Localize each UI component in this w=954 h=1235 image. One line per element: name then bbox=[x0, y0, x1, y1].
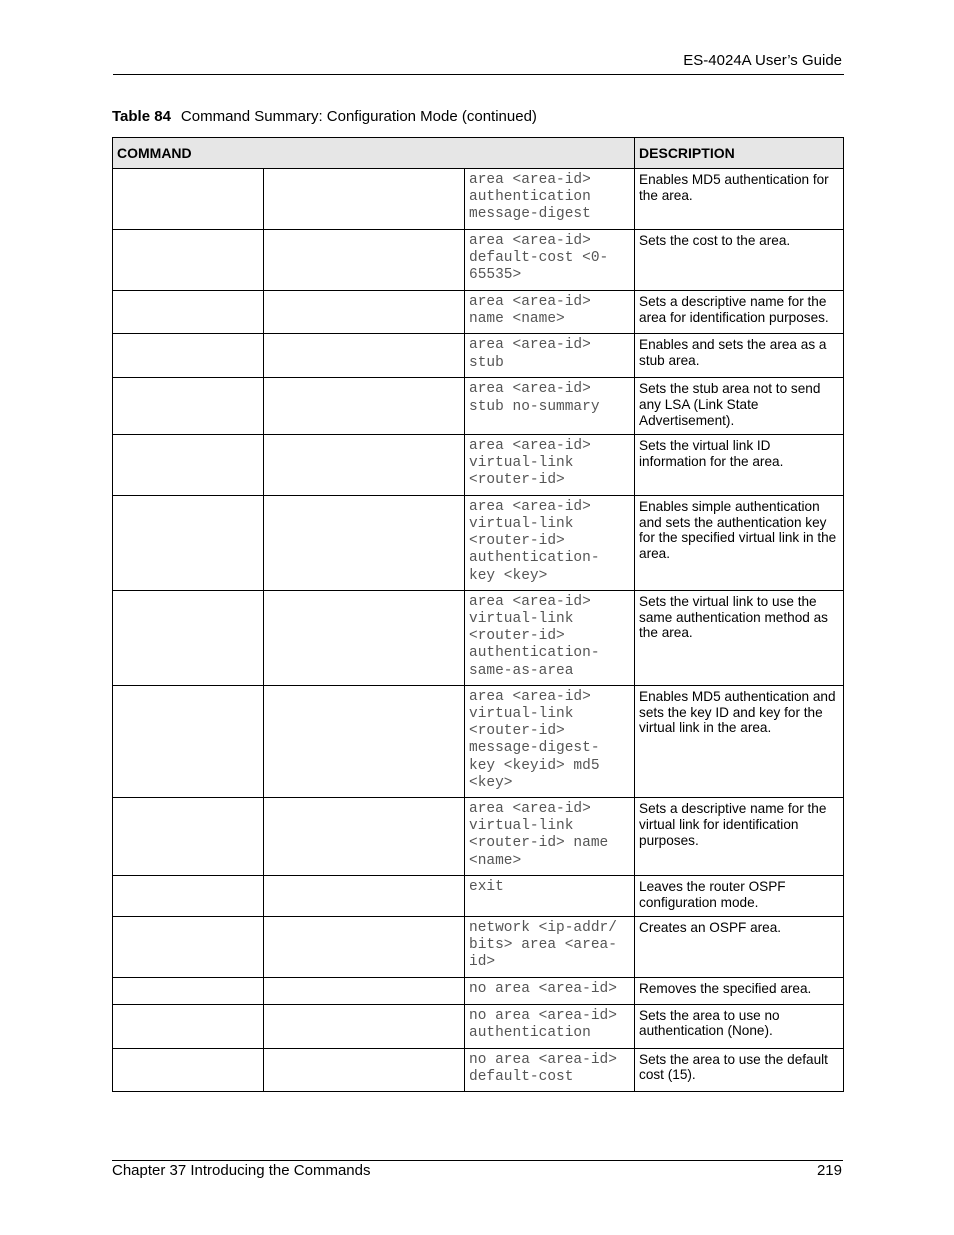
description-cell: Sets the area to use no authentication (None). bbox=[635, 1004, 844, 1048]
empty-cell bbox=[264, 590, 465, 685]
description-column-header: DESCRIPTION bbox=[635, 138, 844, 169]
empty-cell bbox=[113, 977, 264, 1004]
command-summary-table bbox=[112, 137, 844, 1092]
empty-cell bbox=[264, 977, 465, 1004]
command-cell: area <area-id> virtual-link <router-id> authentication- same-as-area bbox=[465, 590, 635, 685]
command-cell: no area <area-id> authentication bbox=[465, 1004, 635, 1048]
description-cell: Enables and sets the area as a stub area. bbox=[635, 334, 844, 378]
description-cell: Enables MD5 authentication for the area. bbox=[635, 169, 844, 230]
description-cell: Sets a descriptive name for the area for identification purposes. bbox=[635, 291, 844, 334]
empty-cell bbox=[113, 230, 264, 291]
description-cell: Enables simple authentication and sets the authentication key for the specified virtual link in the area. bbox=[635, 495, 844, 590]
table-header-row bbox=[113, 138, 844, 169]
empty-cell bbox=[264, 495, 465, 590]
command-cell: area <area-id> virtual-link <router-id> bbox=[465, 434, 635, 495]
table-row bbox=[113, 334, 844, 378]
table-row bbox=[113, 230, 844, 291]
description-cell: Sets the virtual link ID information for the area. bbox=[635, 434, 844, 495]
footer-rule bbox=[112, 1160, 843, 1161]
empty-cell bbox=[264, 291, 465, 334]
command-cell: area <area-id> virtual-link <router-id> authentication- key <key> bbox=[465, 495, 635, 590]
empty-cell bbox=[113, 685, 264, 797]
empty-cell bbox=[264, 1004, 465, 1048]
table-title: Command Summary: Configuration Mode (continued) bbox=[180, 108, 537, 125]
table-row bbox=[113, 590, 844, 685]
empty-cell bbox=[113, 590, 264, 685]
command-cell: no area <area-id> default-cost bbox=[465, 1048, 635, 1091]
command-cell: network <ip-addr/ bits> area <area- id> bbox=[465, 917, 635, 978]
description-cell: Sets the area to use the default cost (15). bbox=[635, 1048, 844, 1091]
table-row bbox=[113, 917, 844, 978]
command-cell: area <area-id> name <name> bbox=[465, 291, 635, 334]
description-cell: Leaves the router OSPF configuration mode. bbox=[635, 876, 844, 917]
description-cell: Sets the virtual link to use the same authentication method as the area. bbox=[635, 590, 844, 685]
command-cell: area <area-id> default-cost <0- 65535> bbox=[465, 230, 635, 291]
description-cell: Removes the specified area. bbox=[635, 977, 844, 1004]
table-row bbox=[113, 291, 844, 334]
empty-cell bbox=[264, 1048, 465, 1091]
description-cell: Enables MD5 authentication and sets the key ID and key for the virtual link in the area. bbox=[635, 685, 844, 797]
table-row bbox=[113, 685, 844, 797]
table-row bbox=[113, 495, 844, 590]
command-cell: area <area-id> stub bbox=[465, 334, 635, 378]
empty-cell bbox=[113, 1004, 264, 1048]
command-cell: area <area-id> virtual-link <router-id> name <name> bbox=[465, 798, 635, 876]
table-row bbox=[113, 378, 844, 434]
empty-cell bbox=[264, 434, 465, 495]
empty-cell bbox=[264, 685, 465, 797]
empty-cell bbox=[113, 1048, 264, 1091]
empty-cell bbox=[264, 917, 465, 978]
chapter-title: Chapter 37 Introducing the Commands bbox=[112, 1162, 371, 1179]
empty-cell bbox=[113, 876, 264, 917]
table-row bbox=[113, 1004, 844, 1048]
empty-cell bbox=[113, 434, 264, 495]
table-row bbox=[113, 1048, 844, 1091]
header-rule bbox=[113, 74, 844, 75]
empty-cell bbox=[113, 495, 264, 590]
table-row bbox=[113, 876, 844, 917]
command-cell: exit bbox=[465, 876, 635, 917]
table-row bbox=[113, 977, 844, 1004]
description-cell: Sets the cost to the area. bbox=[635, 230, 844, 291]
table-caption bbox=[112, 108, 537, 125]
page-number: 219 bbox=[816, 1162, 842, 1179]
command-cell: no area <area-id> bbox=[465, 977, 635, 1004]
empty-cell bbox=[113, 378, 264, 434]
description-cell: Sets a descriptive name for the virtual link for identification purposes. bbox=[635, 798, 844, 876]
table-row bbox=[113, 798, 844, 876]
empty-cell bbox=[113, 917, 264, 978]
empty-cell bbox=[264, 169, 465, 230]
command-cell: area <area-id> authentication message-digest bbox=[465, 169, 635, 230]
empty-cell bbox=[264, 798, 465, 876]
empty-cell bbox=[113, 169, 264, 230]
empty-cell bbox=[113, 291, 264, 334]
empty-cell bbox=[264, 378, 465, 434]
empty-cell bbox=[264, 876, 465, 917]
guide-title: ES-4024A User’s Guide bbox=[683, 52, 842, 69]
empty-cell bbox=[264, 230, 465, 291]
table-number: Table 84 bbox=[112, 108, 171, 125]
table-row bbox=[113, 169, 844, 230]
empty-cell bbox=[264, 334, 465, 378]
table-row bbox=[113, 434, 844, 495]
description-cell: Creates an OSPF area. bbox=[635, 917, 844, 978]
description-cell: Sets the stub area not to send any LSA (Link State Advertisement). bbox=[635, 378, 844, 434]
empty-cell bbox=[113, 334, 264, 378]
empty-cell bbox=[113, 798, 264, 876]
command-cell: area <area-id> virtual-link <router-id> message-digest- key <keyid> md5 <key> bbox=[465, 685, 635, 797]
command-column-header: COMMAND bbox=[113, 138, 635, 169]
command-cell: area <area-id> stub no-summary bbox=[465, 378, 635, 434]
